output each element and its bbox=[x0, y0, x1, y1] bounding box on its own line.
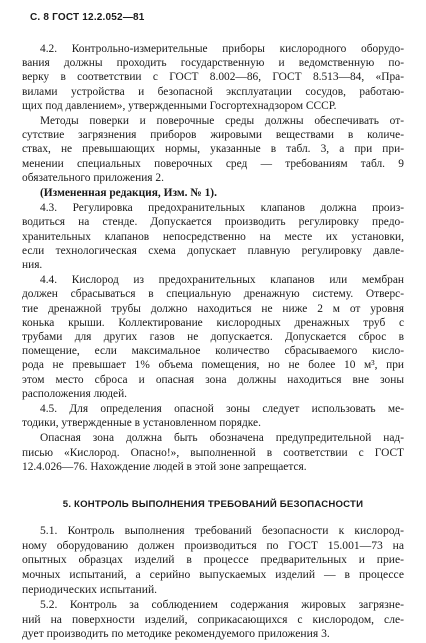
text-line: этом место сброса и опасная зона должны находиться вне зоны bbox=[22, 373, 404, 386]
text-line: ствах, не превышающих нормы, указанные в табл. 3, а при при- bbox=[22, 143, 404, 156]
page-header: С. 8 ГОСТ 12.2.052—81 bbox=[30, 12, 145, 23]
paragraph-5-1 bbox=[22, 524, 404, 597]
text-line: Опасная зона должна быть обозначена предупредительной над- bbox=[40, 432, 404, 445]
text-line: ний на поверхности изделий, соприкасающихся с кислородом, сле- bbox=[22, 612, 404, 626]
text-line: если технологическая схема допускает плавную регулировку давле- bbox=[22, 244, 404, 257]
text-line: ному оборудованию должен производиться по ГОСТ 15.001—73 на bbox=[22, 538, 404, 552]
text-line: 4.5. Для определения опасной зоны следует использовать ме- bbox=[40, 403, 404, 416]
text-line: 4.3. Регулировка предохранительных клапанов должна произ- bbox=[40, 202, 404, 215]
text-line: мочных испытаний, а серийно выпускаемых изделий — в процессе bbox=[22, 568, 404, 582]
text-line: расположения людей. bbox=[22, 387, 128, 400]
paragraph-methods bbox=[22, 114, 404, 185]
paragraph-4-2 bbox=[22, 42, 404, 113]
text-line: ния. bbox=[22, 259, 43, 272]
text-line: сутствие загрязнения приборов жировыми веществами в количе- bbox=[22, 129, 404, 142]
text-line: менении специальных поверочных сред — требованиям табл. 9 bbox=[22, 157, 404, 170]
text-line: рода не превышает 1% объема помещения, но не более 10 м³, при bbox=[22, 359, 404, 372]
text-line: писью «Кислород. Опасно!», выполненной в соответствии с ГОСТ bbox=[22, 446, 404, 459]
paragraph-danger-zone bbox=[22, 431, 404, 474]
amendment-note bbox=[22, 186, 404, 200]
paragraph-4-5 bbox=[22, 402, 404, 430]
text-line: тие дренажной трубы должно находиться не ниже 2 м от уровня bbox=[22, 302, 404, 315]
text-line: водиться на стенде. Допускается производить регулировку предо- bbox=[22, 216, 404, 229]
text-line: должен сбрасываться в специальную дренажную систему. Отверс- bbox=[22, 288, 404, 301]
amendment-text: (Измененная редакция, Изм. № 1). bbox=[40, 187, 217, 200]
text-line: 4.4. Кислород из предохранительных клапанов или мембран bbox=[40, 274, 404, 287]
paragraph-5-2 bbox=[22, 598, 404, 642]
text-line: конька крыши. Коллектирование кислородных дренажных труб с bbox=[22, 316, 404, 329]
text-line: 5.1. Контроль выполнения требований безопасности к кислород- bbox=[40, 524, 404, 538]
text-line: хранительных клапанов непосредственно на месте их установки, bbox=[22, 230, 404, 243]
text-line: обязательного приложения 2. bbox=[22, 171, 164, 184]
text-line: 12.4.026—76. Нахождение людей в этой зоне запрещается. bbox=[22, 460, 307, 473]
section-5-heading: 5. КОНТРОЛЬ ВЫПОЛНЕНИЯ ТРЕБОВАНИЙ БЕЗОПАСНОСТИ bbox=[62, 499, 364, 511]
text-line: верку в соответствии с ГОСТ 8.002—86, ГОСТ 8.513—84, «Пра- bbox=[22, 71, 404, 84]
text-line: помещение, если максимальное количество сбрасываемого кисло- bbox=[22, 345, 404, 358]
paragraph-4-4 bbox=[22, 273, 404, 401]
text-line: трубами для других газов не допускается. Допускается сброс в bbox=[22, 331, 404, 344]
text-line: вания должны проходить государственную и ведомственную по- bbox=[22, 57, 404, 70]
text-line: вилами устройства и безопасной эксплуатации сосудов, работаю- bbox=[22, 85, 404, 98]
text-line: опытных образцах изделий в процессе предварительных и прие- bbox=[22, 553, 404, 567]
text-line: дует производить по методике рекомендуемого приложения 3. bbox=[22, 627, 330, 641]
text-line: 4.2. Контрольно-измерительные приборы кислородного оборудо- bbox=[40, 43, 404, 55]
text-line: щих под давлением», утвержденными Госгортехнадзором СССР. bbox=[22, 99, 337, 112]
paragraph-4-3 bbox=[22, 201, 404, 272]
text-line: 5.2. Контроль за соблюдением содержания жировых загрязне- bbox=[40, 598, 404, 612]
section-5-body bbox=[22, 524, 404, 642]
text-line: периодических испытаний. bbox=[22, 582, 158, 596]
text-line: Методы поверки и поверочные среды должны обеспечивать от- bbox=[40, 115, 404, 128]
text-line: тодики, утвержденные в установленном порядке. bbox=[22, 417, 261, 430]
document-body bbox=[22, 42, 404, 643]
